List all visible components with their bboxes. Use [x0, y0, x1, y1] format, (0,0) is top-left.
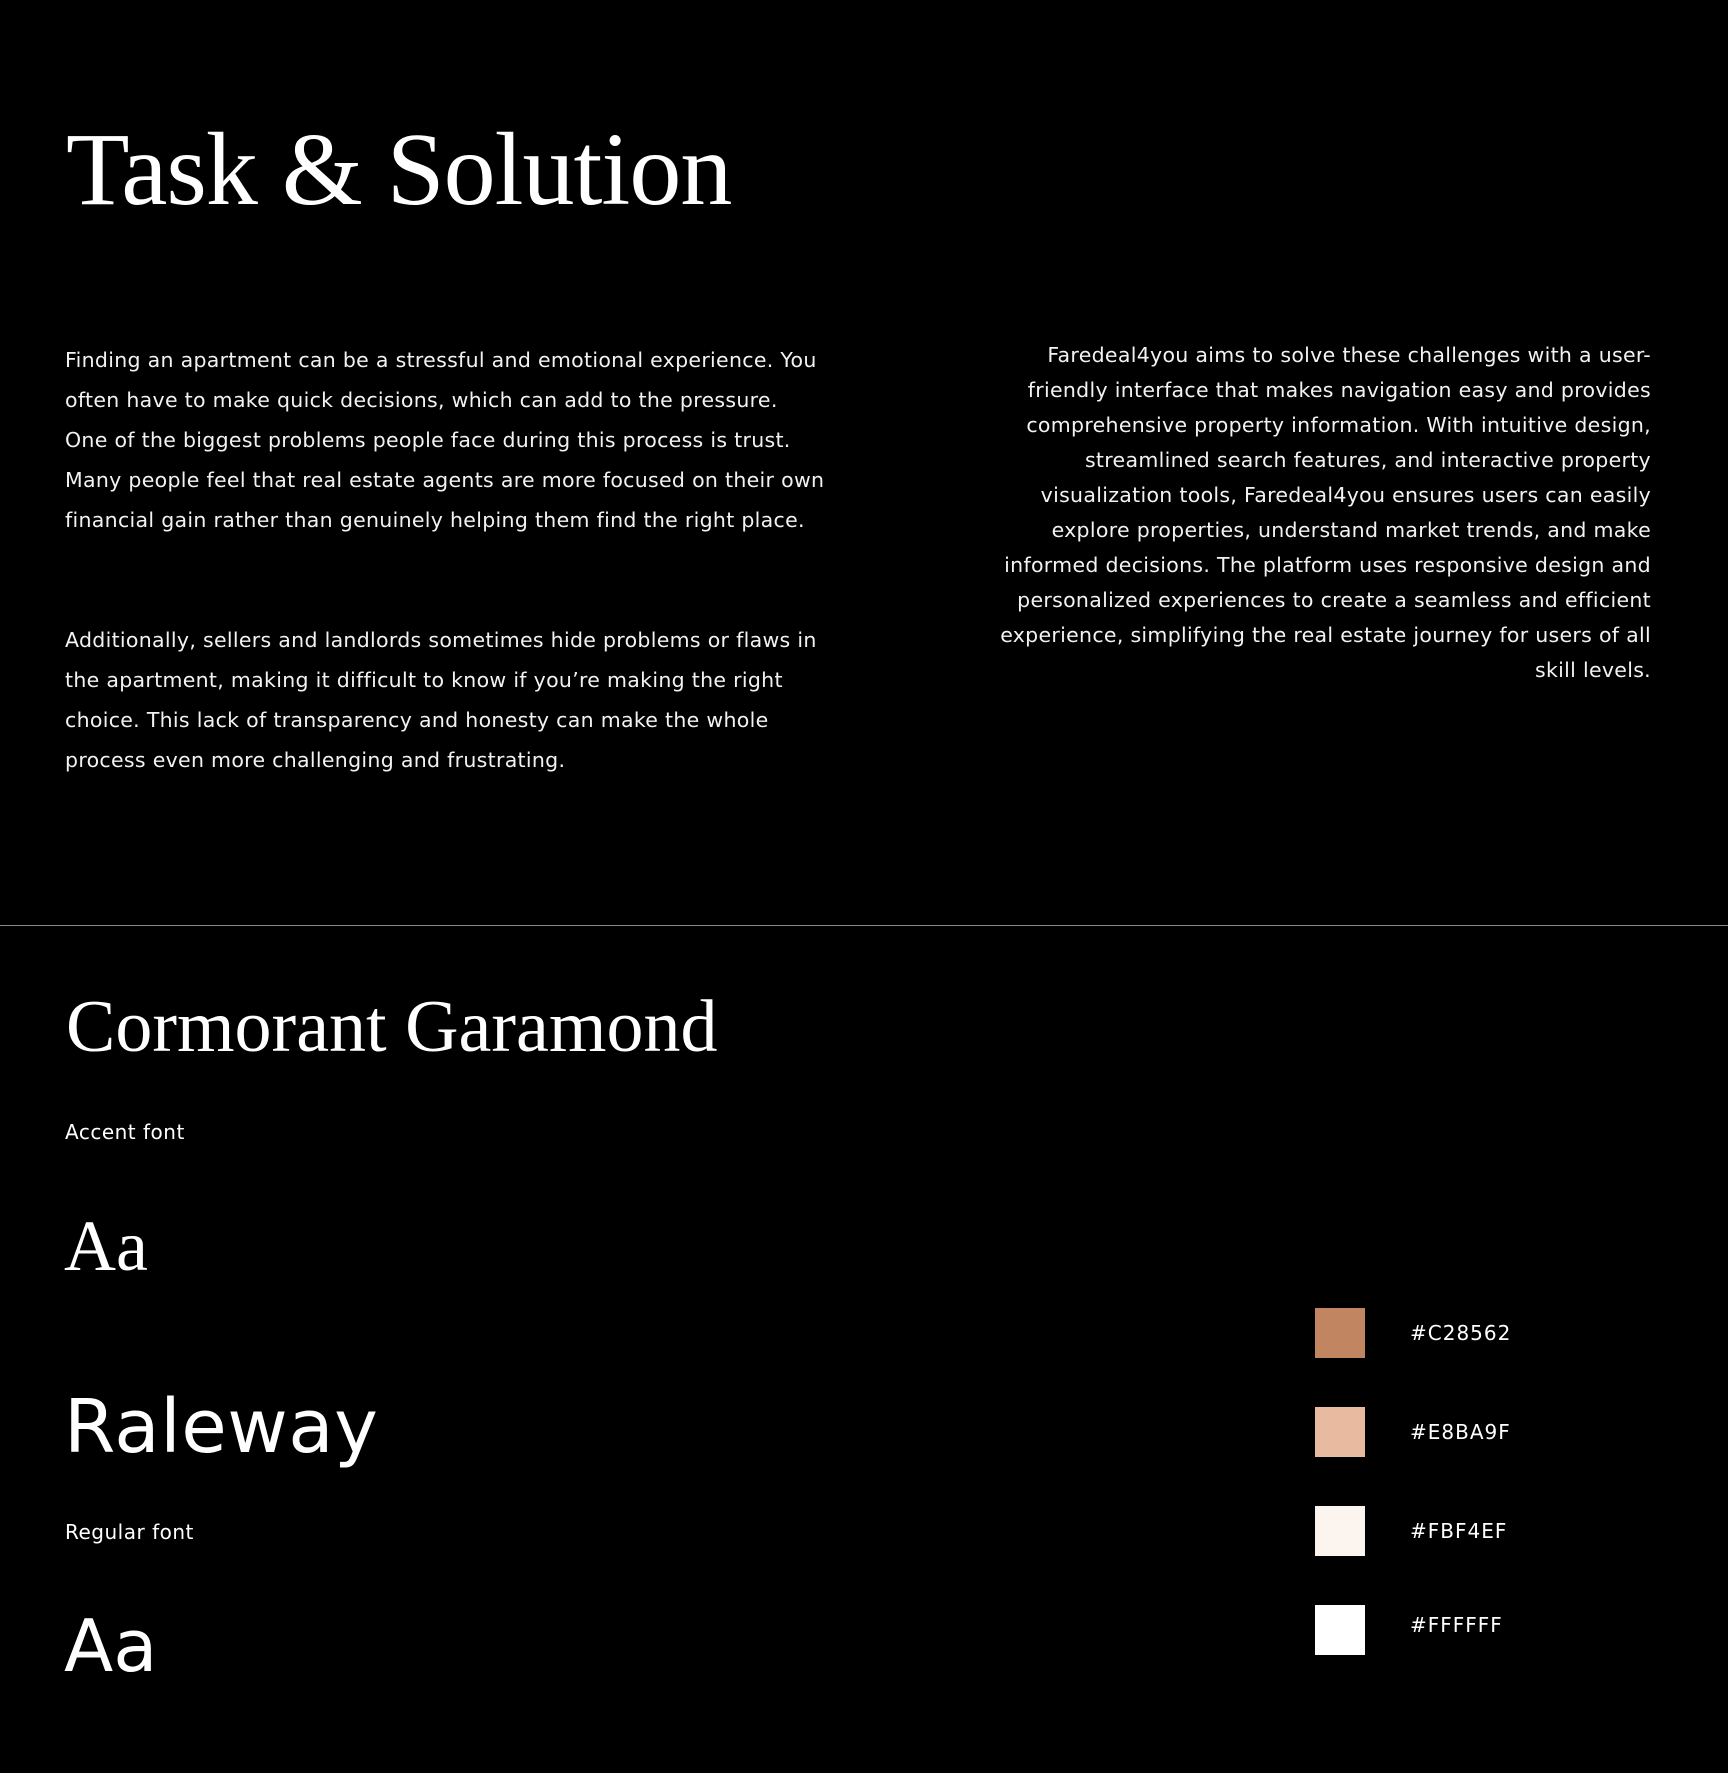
color-hex-label: #C28562	[1410, 1321, 1512, 1345]
color-swatch-row	[1315, 1506, 1675, 1556]
page-title: Task & Solution	[66, 112, 732, 227]
color-swatch	[1315, 1506, 1365, 1556]
color-hex-label: #E8BA9F	[1410, 1420, 1511, 1444]
solution-paragraph: Faredeal4you aims to solve these challenges with a user-friendly interface that makes navigation easy and provides comprehensive property information. With intuitive design, streamlined search features, and interactive property visualization tools, Faredeal4you ensures users can easily explore properties, understand market trends, and make informed decisions. The platform uses responsive design and personalized experiences to create a seamless and efficient experience, simplifying the real estate journey for users of all skill levels.	[1000, 343, 1651, 682]
regular-font-sample: Aa	[64, 1604, 158, 1688]
color-swatch-row	[1315, 1605, 1675, 1655]
task-paragraph: Additionally, sellers and landlords sometimes hide problems or flaws in the apartment, making it difficult to know if you’re making the right choice. This lack of transparency and honesty can make the whole process even more challenging and frustrating.	[65, 628, 817, 772]
color-swatch	[1315, 1407, 1365, 1457]
accent-font-name: Cormorant Garamond	[66, 986, 718, 1068]
color-swatch-row	[1315, 1308, 1675, 1358]
color-swatch	[1315, 1308, 1365, 1358]
accent-font-label: Accent font	[65, 1120, 185, 1144]
section-divider	[0, 925, 1728, 926]
color-swatch-row	[1315, 1407, 1675, 1457]
regular-font-name: Raleway	[64, 1384, 379, 1470]
color-hex-label: #FFFFFF	[1410, 1613, 1503, 1637]
color-swatch	[1315, 1605, 1365, 1655]
accent-font-sample: Aa	[64, 1206, 148, 1286]
color-hex-label: #FBF4EF	[1410, 1519, 1508, 1543]
task-paragraph: Finding an apartment can be a stressful and emotional experience. You often have to make quick decisions, which can add to the pressure. One of the biggest problems people face during this process is trust. Many people feel that real estate agents are more focused on their own financial gain rather than genuinely helping them find the right place.	[65, 348, 825, 532]
regular-font-label: Regular font	[65, 1520, 194, 1544]
